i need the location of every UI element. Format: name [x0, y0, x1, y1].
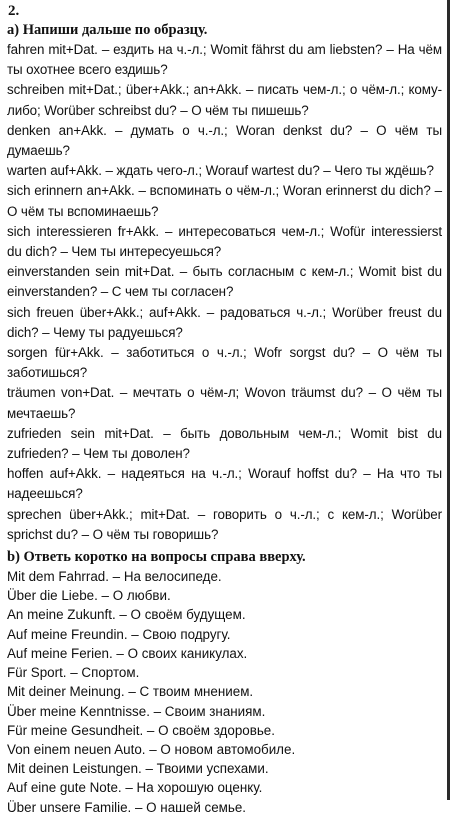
entry-traeumen: träumen von+Dat. – мечтать о чём-л; Wovon träumst du? – О чём ты мечтаешь?: [7, 385, 442, 421]
entry-erinnern: sich erinnern an+Akk. – вспоминать о чём-л.; Woran erinnerst du dich? – О чём ты вспоминаешь?: [7, 183, 442, 219]
answer-item: Mit deinen Leistungen. – Твоими успехами.: [7, 761, 269, 777]
entry-hoffen: hoffen auf+Akk. – надеяться на ч.-л.; Worauf hoffst du? – На что ты надеешься?: [7, 466, 442, 502]
section-b: [7, 548, 442, 817]
entry-sprechen: sprechen über+Akk.; mit+Dat. – говорить о ч.-л.; с кем-л.; Worüber sprichst du? – О чём ты говоришь?: [7, 506, 442, 542]
answer-item: Auf eine gute Note. – На хорошую оценку.: [7, 780, 263, 796]
answer-item: Über die Liebe. – О любви.: [7, 588, 171, 604]
entry-sorgen: sorgen für+Akk. – заботиться о ч.-л.; Wofr sorgst du? – О чём ты заботишься?: [7, 345, 442, 381]
section-b-heading: b) Ответь коротко на вопросы справа вверху.: [7, 549, 306, 566]
answer-item: Mit deiner Meinung. – С твоим мнением.: [7, 684, 254, 700]
answer-item: Für meine Gesundheit. – О своём здоровье.: [7, 722, 275, 738]
answer-item: Über meine Kenntnisse. – Своим знаниям.: [7, 703, 266, 719]
entry-freuen: sich freuen über+Akk.; auf+Akk. – радоваться ч.-л.; Worüber freust du dich? – Чему ты радуешься?: [7, 304, 442, 340]
entry-einverstanden: einverstanden sein mit+Dat. – быть согласным с кем-л.; Womit bist du einverstanden? – С чем ты согласен?: [7, 264, 442, 300]
entry-interessieren: sich interessieren fr+Akk. – интересоваться чем-л.; Wofür interessierst du dich? – Чем ты интересуешься?: [7, 223, 442, 260]
entry-fahren: fahren mit+Dat. – ездить на ч.-л.; Womit fährst du am liebsten? – На чём ты охотнее всего ездишь?: [7, 42, 442, 78]
answer-item: An meine Zukunft. – О своём будущем.: [7, 607, 246, 623]
answer-item: Auf meine Ferien. – О своих каникулах.: [7, 645, 248, 661]
answer-item: Über unsere Familie. – О нашей семье.: [7, 799, 247, 815]
entry-denken: denken an+Akk. – думать о ч.-л.; Woran denkst du? – О чём ты думаешь?: [7, 122, 442, 159]
section-a-heading: а) Напиши дальше по образцу.: [7, 22, 208, 38]
answer-item: Für Sport. – Спортом.: [7, 665, 140, 681]
answer-item: Auf meine Freundin. – Свою подругу.: [7, 626, 231, 642]
entry-schreiben: schreiben mit+Dat.; über+Akk.; an+Akk. – писать чем-л.; о чём-л.; кому-либо; Worüber schreibst du? – О чём ты пишешь?: [7, 82, 442, 118]
entry-warten: warten auf+Akk. – ждать чего-л.; Worauf wartest du? – Чего ты ждёшь?: [7, 163, 434, 179]
section-a: [7, 21, 442, 545]
exercise-number: 2.: [8, 3, 20, 19]
answer-item: Mit dem Fahrrad. – На велосипеде.: [7, 569, 222, 585]
answer-item: Von einem neuen Auto. – О новом автомобиле.: [7, 741, 296, 757]
entry-zufrieden: zufrieden sein mit+Dat. – быть довольным чем-л.; Womit bist du zufrieden? – Чем ты доволен?: [7, 425, 442, 462]
